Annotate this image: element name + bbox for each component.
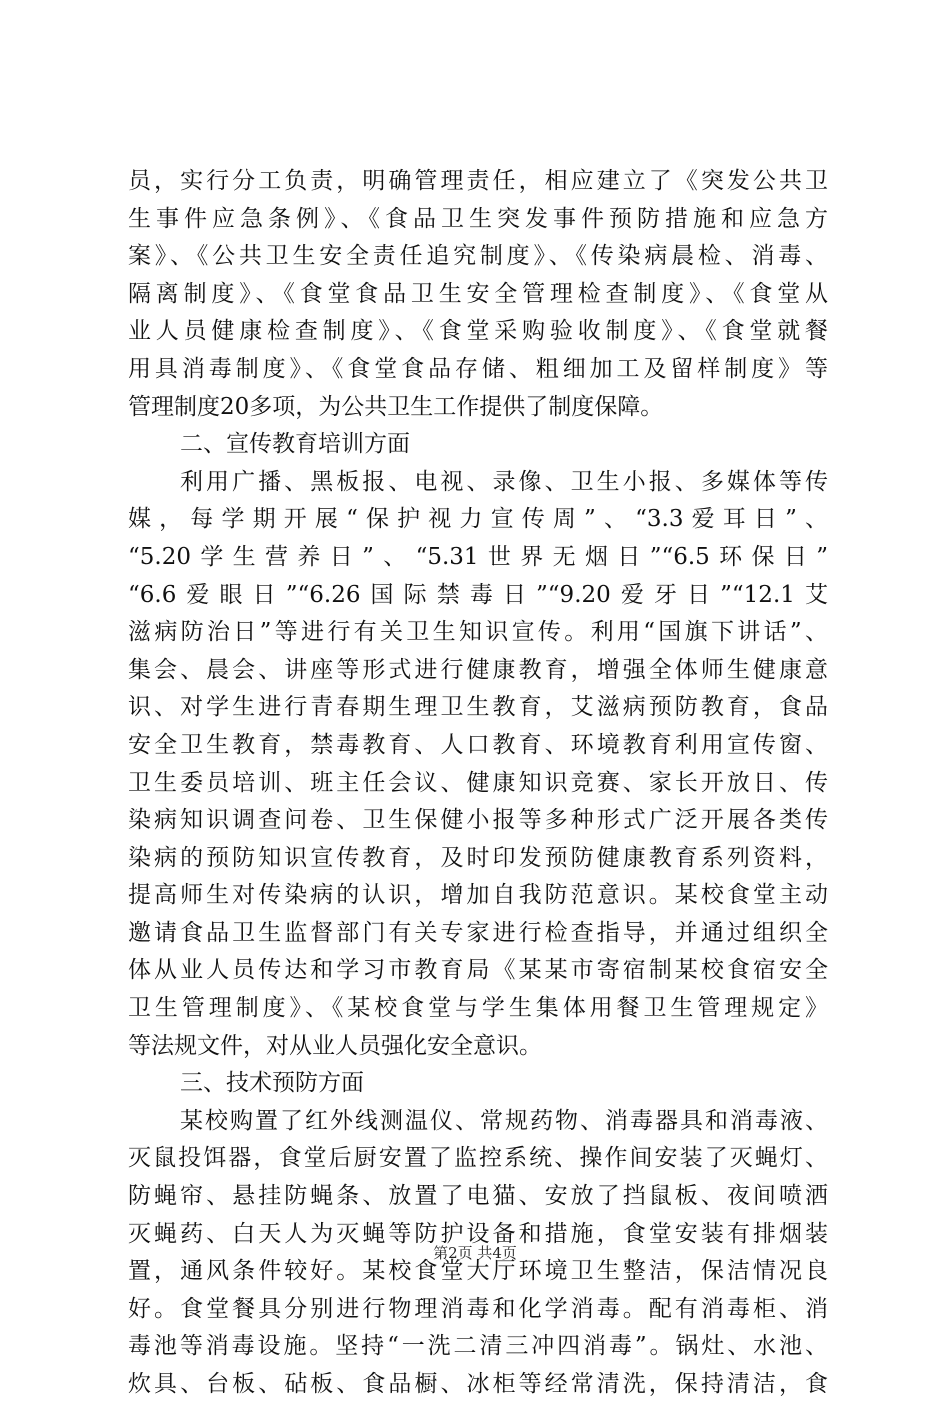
text-line: 滋病防治日”等进行有关卫生知识宣传。利用“国旗下讲话”、 xyxy=(128,619,828,646)
text-line: 案》、《公共卫生安全责任追究制度》、《传染病晨检、消毒、 xyxy=(128,243,828,270)
text-line: 利用广播、黑板报、电视、录像、卫生小报、多媒体等传 xyxy=(180,468,828,495)
text-line: 某校购置了红外线测温仪、常规药物、消毒器具和消毒液、 xyxy=(180,1107,828,1134)
text-line: 体从业人员传达和学习市教育局《某某市寄宿制某校食宿安全 xyxy=(128,957,828,984)
text-line: 卫生管理制度》、《某校食堂与学生集体用餐卫生管理规定》 xyxy=(128,995,828,1022)
section-heading: 二、宣传教育培训方面 xyxy=(180,431,410,458)
text-line: 安全卫生教育，禁毒教育、人口教育、环境教育利用宣传窗、 xyxy=(128,731,828,758)
text-line: “5.20学生营养日”、“5.31世界无烟日”“6.5环保日” xyxy=(128,543,828,570)
text-line: 好。食堂餐具分别进行物理消毒和化学消毒。配有消毒柜、消 xyxy=(128,1295,828,1322)
text-line: 管理制度20多项，为公共卫生工作提供了制度保障。 xyxy=(128,393,664,420)
text-line: 提高师生对传染病的认识，增加自我防范意识。某校食堂主动 xyxy=(128,882,828,909)
text-line: 染病知识调查问卷、卫生保健小报等多种形式广泛开展各类传 xyxy=(128,807,828,834)
text-line: 置，通风条件较好。某校食堂大厅环境卫生整洁，保洁情况良 xyxy=(128,1258,828,1285)
text-line: 邀请食品卫生监督部门有关专家进行检查指导，并通过组织全 xyxy=(128,919,828,946)
text-line: “6.6爱眼日”“6.26国际禁毒日”“9.20爱牙日”“12.1艾 xyxy=(128,581,828,608)
text-line: 生事件应急条例》、《食品卫生突发事件预防措施和应急方 xyxy=(128,205,828,232)
text-line: 员，实行分工负责，明确管理责任，相应建立了《突发公共卫 xyxy=(128,168,828,194)
text-line: 集会、晨会、讲座等形式进行健康教育，增强全体师生健康意 xyxy=(128,656,828,683)
text-line: 灭鼠投饵器，食堂后厨安置了监控系统、操作间安装了灭蝇灯、 xyxy=(128,1145,828,1172)
text-line: 隔离制度》、《食堂食品卫生安全管理检查制度》、《食堂从 xyxy=(128,280,828,307)
text-line: 炊具、台板、砧板、食品橱、冰柜等经常清洗，保持清洁，食 xyxy=(128,1371,828,1397)
text-line: 防蝇帘、悬挂防蝇条、放置了电猫、安放了挡鼠板、夜间喷洒 xyxy=(128,1183,828,1210)
text-line: 用具消毒制度》、《食堂食品存储、粗细加工及留样制度》等 xyxy=(128,355,828,382)
text-line: 媒，每学期开展“保护视力宣传周”、“3.3爱耳日”、 xyxy=(128,506,828,533)
text-line: 灭蝇药、白天人为灭蝇等防护设备和措施，食堂安装有排烟装 xyxy=(128,1220,828,1247)
document-body xyxy=(128,163,828,1404)
page-number-footer: 第2页 共4页 xyxy=(433,1244,517,1262)
text-line: 染病的预防知识宣传教育，及时印发预防健康教育系列资料， xyxy=(128,844,828,871)
text-line: 卫生委员培训、班主任会议、健康知识竞赛、家长开放日、传 xyxy=(128,769,828,796)
text-line: 业人员健康检查制度》、《食堂采购验收制度》、《食堂就餐 xyxy=(128,318,828,345)
text-line: 识、对学生进行青春期生理卫生教育，艾滋病预防教育，食品 xyxy=(128,694,828,721)
text-line: 等法规文件，对从业人员强化安全意识。 xyxy=(128,1032,542,1059)
text-line: 毒池等消毒设施。坚持“一洗二清三冲四消毒”。锅灶、水池、 xyxy=(128,1333,828,1360)
section-heading: 三、技术预防方面 xyxy=(180,1070,364,1097)
